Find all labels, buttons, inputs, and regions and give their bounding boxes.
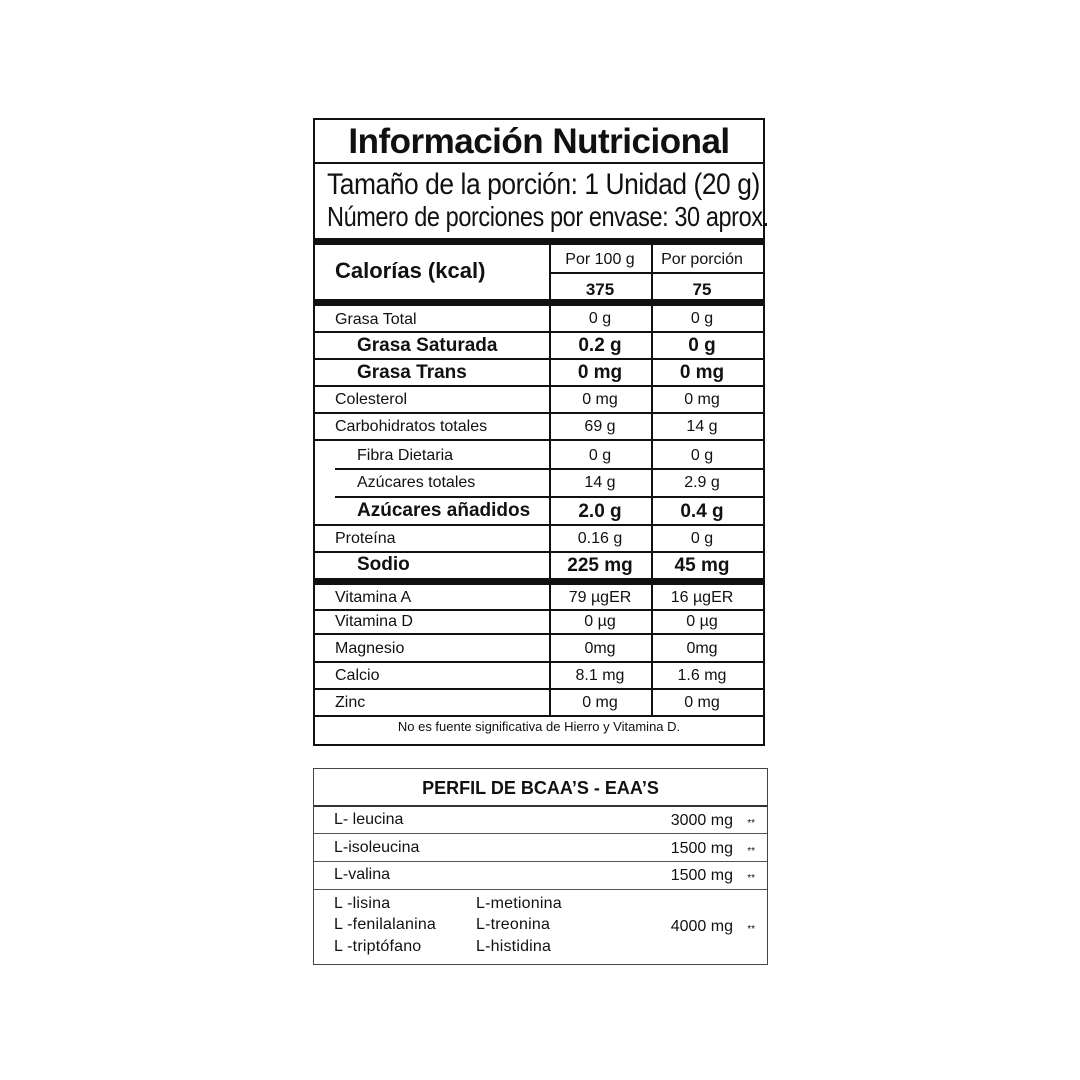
eaa-name: L-metionina bbox=[476, 895, 562, 912]
eaa-name: L -fenilalanina bbox=[334, 916, 437, 933]
nutrient-per100: 2.0 g bbox=[578, 501, 622, 522]
vitamin-name: Calcio bbox=[335, 667, 380, 684]
vitamin-per100: 8.1 mg bbox=[575, 667, 625, 684]
nutrient-per-serving: 14 g bbox=[686, 418, 718, 435]
eaa-name: L-histidina bbox=[476, 938, 552, 955]
row-divider bbox=[315, 358, 763, 360]
nutrient-per100: 69 g bbox=[584, 418, 616, 435]
vitamin-name: Magnesio bbox=[335, 640, 405, 657]
nutrient-name: Sodio bbox=[357, 554, 410, 575]
nutrient-per-serving: 0.4 g bbox=[680, 501, 724, 522]
row-divider bbox=[314, 861, 767, 862]
calories-per100: 375 bbox=[585, 280, 615, 299]
label-title: Información Nutricional bbox=[315, 120, 763, 164]
amino-mark: ** bbox=[747, 846, 755, 857]
col-header-per100: Por 100 g bbox=[565, 251, 635, 268]
vitamin-per100: 0 mg bbox=[582, 694, 618, 711]
row-divider bbox=[315, 412, 763, 414]
amino-mark: ** bbox=[747, 818, 755, 829]
row-divider bbox=[315, 385, 763, 387]
row-divider bbox=[314, 889, 767, 890]
vitamin-name: Zinc bbox=[335, 694, 366, 711]
nutrient-per100: 0 mg bbox=[577, 362, 623, 383]
nutrient-per100: 225 mg bbox=[567, 555, 633, 576]
eaa-name: L-treonina bbox=[476, 916, 551, 933]
row-divider bbox=[315, 439, 763, 441]
nutrient-per-serving: 0 mg bbox=[684, 391, 720, 408]
nutrient-per100: 14 g bbox=[584, 474, 616, 491]
eaa-name: L -lisina bbox=[334, 895, 391, 912]
nutrient-per100: 0.2 g bbox=[578, 335, 622, 356]
nutrient-name: Grasa Saturada bbox=[357, 335, 498, 356]
row-divider bbox=[315, 524, 763, 526]
nutrient-name: Azúcares totales bbox=[357, 474, 476, 491]
serving-info bbox=[315, 164, 769, 238]
vitamin-per-serving: 16 µgER bbox=[670, 589, 734, 606]
row-divider bbox=[314, 833, 767, 834]
nutrient-per100: 0 g bbox=[588, 447, 612, 464]
vitamin-per-serving: 0 µg bbox=[686, 613, 718, 630]
row-divider bbox=[315, 551, 763, 553]
nutrition-facts-label bbox=[313, 118, 769, 746]
row-divider bbox=[551, 272, 763, 274]
calories-per-serving: 75 bbox=[692, 280, 712, 299]
eaa-name: L -triptófano bbox=[334, 938, 422, 955]
eaa-mark: ** bbox=[747, 924, 755, 935]
row-divider bbox=[314, 805, 767, 807]
serving-size: Tamaño de la porción: 1 Unidad (20 g) bbox=[327, 168, 760, 201]
nutrient-per100: 0 g bbox=[588, 310, 612, 327]
amino-mark: ** bbox=[747, 873, 755, 884]
nutrient-per100: 0.16 g bbox=[577, 530, 623, 547]
nutrient-name: Grasa Trans bbox=[357, 362, 467, 383]
nutrient-name: Grasa Total bbox=[335, 311, 417, 328]
nutrient-per-serving: 2.9 g bbox=[684, 474, 720, 491]
row-divider bbox=[335, 496, 763, 498]
row-divider bbox=[315, 331, 763, 333]
vitamin-name: Vitamina D bbox=[335, 613, 413, 630]
nutrient-name: Proteína bbox=[335, 530, 396, 547]
nutrient-per-serving: 0 g bbox=[690, 530, 714, 547]
nutrient-per-serving: 0 g bbox=[690, 447, 714, 464]
nutrient-per-serving: 0 mg bbox=[679, 362, 725, 383]
row-divider bbox=[315, 609, 763, 611]
nutrient-per100: 0 mg bbox=[582, 391, 618, 408]
amino-name: L- leucina bbox=[334, 811, 404, 828]
servings-per-container: Número de porciones por envase: 30 aprox. bbox=[327, 201, 769, 232]
footnote: No es fuente significativa de Hierro y Vitamina D. bbox=[397, 719, 681, 734]
nutrient-name: Colesterol bbox=[335, 391, 408, 408]
nutrient-name: Carbohidratos totales bbox=[335, 418, 488, 435]
nutrient-per-serving: 0 g bbox=[688, 335, 716, 356]
row-divider bbox=[315, 715, 763, 717]
amino-amount: 3000 mg bbox=[670, 812, 733, 829]
vitamin-per100: 0 µg bbox=[584, 613, 616, 630]
amino-name: L-isoleucina bbox=[334, 839, 420, 856]
row-divider bbox=[315, 661, 763, 663]
amino-amount: 1500 mg bbox=[670, 840, 733, 857]
bcaa-eaa-profile bbox=[313, 768, 768, 965]
vitamin-name: Vitamina A bbox=[335, 589, 412, 606]
vitamin-per100: 79 µgER bbox=[568, 589, 632, 606]
vitamin-per-serving: 1.6 mg bbox=[677, 667, 727, 684]
nutrient-per-serving: 0 g bbox=[690, 310, 714, 327]
thick-divider bbox=[315, 299, 763, 306]
row-divider bbox=[315, 688, 763, 690]
amino-name: L-valina bbox=[334, 866, 391, 883]
calories-label: Calorías (kcal) bbox=[335, 258, 486, 283]
col-header-per-serving: Por porción bbox=[661, 251, 743, 268]
nutrient-name: Fibra Dietaria bbox=[357, 447, 454, 464]
vitamin-per100: 0mg bbox=[584, 640, 616, 657]
eaa-amount: 4000 mg bbox=[670, 918, 733, 935]
thick-divider bbox=[315, 238, 763, 245]
row-divider bbox=[315, 633, 763, 635]
vitamin-per-serving: 0mg bbox=[686, 640, 718, 657]
row-divider bbox=[335, 468, 763, 470]
thick-divider bbox=[315, 578, 763, 585]
nutrient-per-serving: 45 mg bbox=[674, 555, 730, 576]
vitamin-per-serving: 0 mg bbox=[684, 694, 720, 711]
amino-amount: 1500 mg bbox=[670, 867, 733, 884]
nutrient-name: Azúcares añadidos bbox=[357, 500, 531, 521]
bcaa-title: PERFIL DE BCAA’S - EAA’S bbox=[422, 778, 659, 798]
